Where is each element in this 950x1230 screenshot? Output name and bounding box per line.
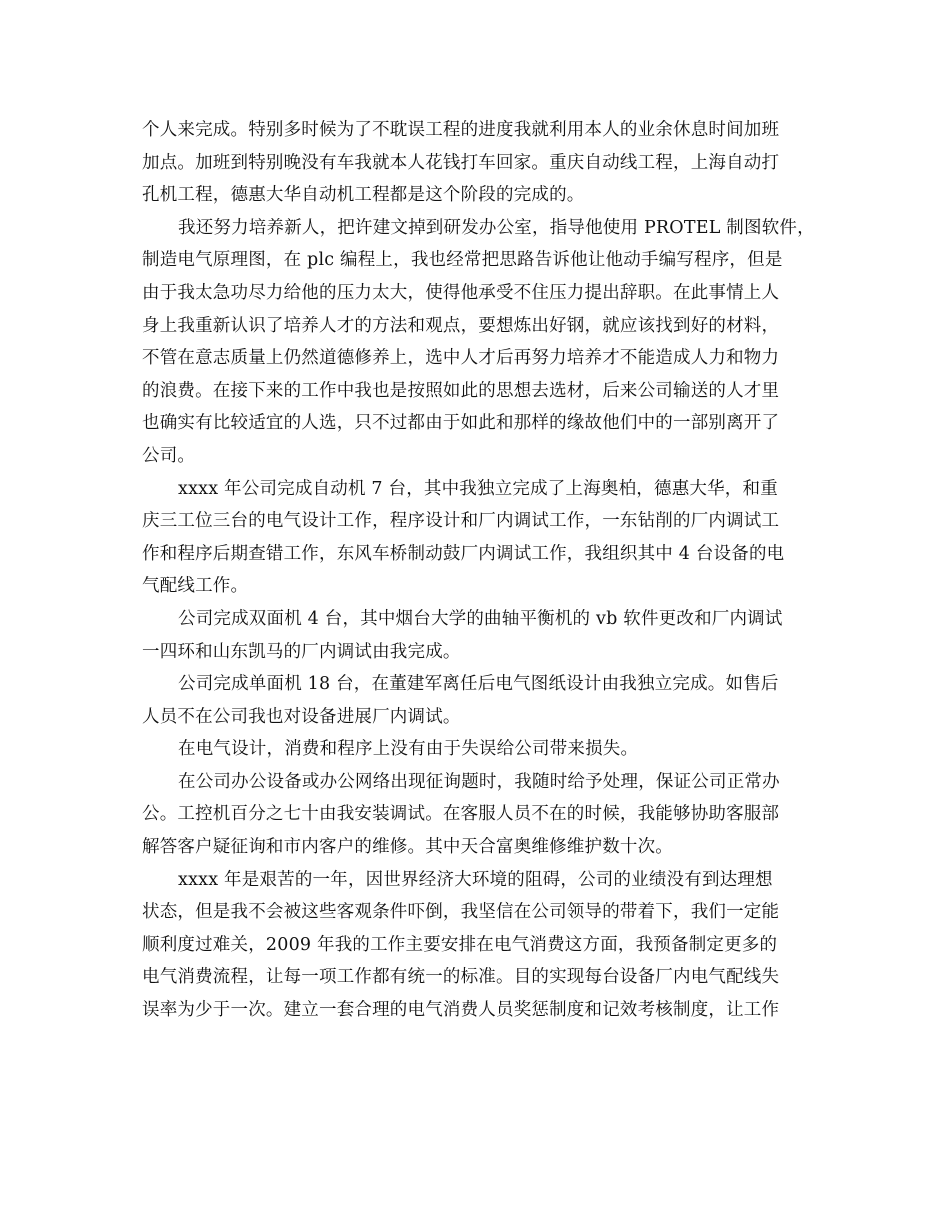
document-body (142, 114, 818, 1027)
text-line: xxxx 年公司完成自动机 7 台，其中我独立完成了上海奥柏，德惠大华，和重 (178, 478, 778, 499)
text-line: 作和程序后期查错工作，东风车桥制动鼓厂内调试工作，我组织其中 4 台设备的电 (142, 543, 785, 564)
text-line: 在公司办公设备或办公网络出现征询题时，我随时给予处理，保证公司正常办 (178, 771, 780, 792)
text-line: 公司完成双面机 4 台，其中烟台大学的曲轴平衡机的 vb 软件更改和厂内调试 (178, 608, 783, 629)
text-line: xxxx 年是艰苦的一年，因世界经济大环境的阻碍，公司的业绩没有到达理想 (178, 869, 773, 890)
paragraph-1 (142, 114, 818, 212)
text-line: 的浪费。在接下来的工作中我也是按照如此的思想去选材，后来公司输送的人才里 (142, 380, 780, 401)
text-line: 解答客户疑征询和市内客户的维修。其中天合富奥维修维护数十次。 (142, 837, 673, 858)
paragraph-8 (142, 864, 818, 1027)
text-line: 加点。加班到特别晚没有车我就本人花钱打车回家。重庆自动线工程，上海自动打 (142, 152, 780, 173)
text-line: 在电气设计，消费和程序上没有由于失误给公司带来损失。 (178, 739, 639, 760)
text-line: 由于我太急功尽力给他的压力太大，使得他承受不住压力提出辞职。在此事情上人 (142, 282, 780, 303)
paragraph-5 (142, 668, 818, 733)
paragraph-6 (142, 733, 818, 766)
text-line: 庆三工位三台的电气设计工作，程序设计和厂内调试工作，一东钻削的厂内调试工 (142, 511, 780, 532)
text-line: 人员不在公司我也对设备进展厂内调试。 (142, 706, 461, 727)
text-line: 状态，但是我不会被这些客观条件吓倒，我坚信在公司领导的带着下，我们一定能 (142, 902, 780, 923)
text-line: 个人来完成。特别多时候为了不耽误工程的进度我就利用本人的业余休息时间加班 (142, 120, 780, 140)
text-line: 公。工控机百分之七十由我安装调试。在客服人员不在的时候，我能够协助客服部 (142, 804, 780, 825)
text-line: 一四环和山东凯马的厂内调试由我完成。 (142, 641, 461, 662)
text-line: 我还努力培养新人，把许建文掉到研发办公室，指导他使用 PROTEL 制图软件， (178, 217, 815, 238)
text-line: 不管在意志质量上仍然道德修养上，选中人才后再努力培养才不能造成人力和物力 (142, 348, 780, 369)
paragraph-3 (142, 473, 818, 603)
text-line: 电气消费流程，让每一项工作都有统一的标准。目的实现每台设备厂内电气配线失 (142, 967, 780, 988)
text-line: 也确实有比较适宜的人选，只不过都由于如此和那样的缘故他们中的一部别离开了 (142, 413, 780, 434)
text-line: 公司完成单面机 18 台，在董建军离任后电气图纸设计由我独立完成。如售后 (178, 674, 779, 695)
paragraph-2 (142, 212, 818, 473)
paragraph-4 (142, 603, 818, 668)
text-line: 误率为少于一次。建立一套合理的电气消费人员奖惩制度和记效考核制度，让工作 (142, 1000, 780, 1021)
text-line: 孔机工程，德惠大华自动机工程都是这个阶段的完成的。 (142, 185, 585, 206)
text-line: 制造电气原理图，在 plc 编程上，我也经常把思路告诉他让他动手编写程序，但是 (142, 250, 783, 271)
text-line: 气配线工作。 (142, 576, 249, 597)
text-line: 身上我重新认识了培养人才的方法和观点，要想炼出好钢，就应该找到好的材料， (142, 315, 780, 336)
text-line: 顺利度过难关，2009 年我的工作主要安排在电气消费这方面，我预备制定更多的 (142, 934, 778, 955)
paragraph-7 (142, 766, 818, 864)
text-line: 公司。 (142, 445, 196, 466)
